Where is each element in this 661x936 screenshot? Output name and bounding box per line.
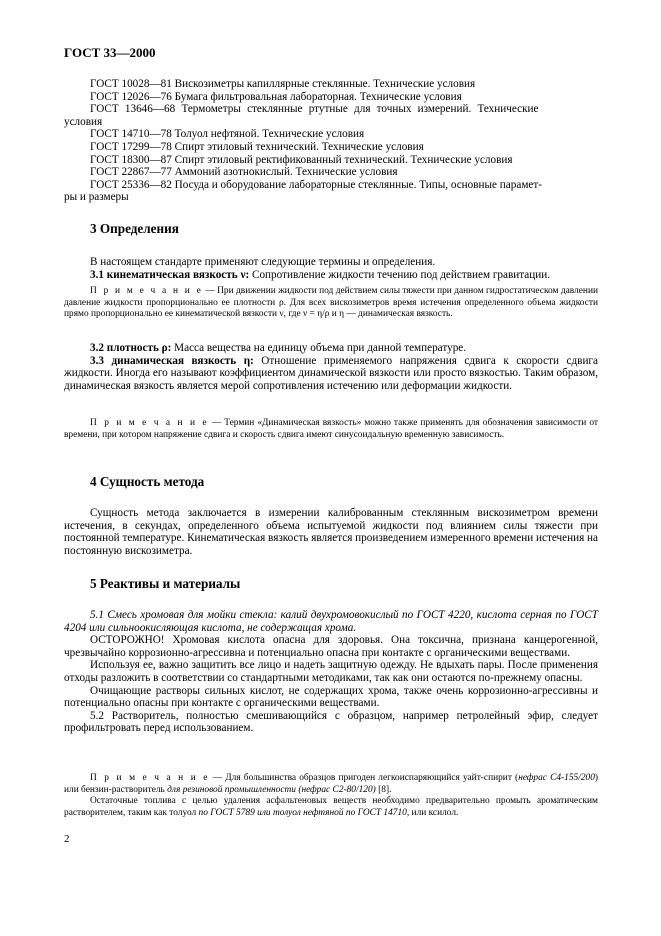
definition-3-2	[64, 342, 598, 355]
reference-item: ГОСТ 12026—76 Бумага фильтровальная лабораторная. Технические условия	[90, 90, 462, 103]
note-text: , или ксилол.	[406, 807, 459, 818]
note-solvents	[64, 773, 598, 796]
reference-item: ГОСТ 25336—82 Посуда и оборудование лабораторные стеклянные. Типы, основные парамет-	[90, 178, 542, 191]
definition-term: динамическая вязкость η:	[111, 354, 254, 367]
normative-references-list	[64, 78, 598, 204]
note-text: ) или бензин-растворитель	[64, 773, 599, 795]
reference-item-continued: условия	[64, 115, 103, 128]
definition-term: кинематическая вязкость ν:	[106, 268, 250, 281]
note-3-3	[64, 418, 598, 441]
note-residual-fuels	[64, 796, 598, 819]
note-text: [8].	[375, 784, 392, 795]
note-text-italic: для резиновой промышленности (нефрас С2-80/120)	[167, 784, 376, 795]
note-5-2	[64, 773, 598, 819]
note-text-italic: нефрас С4-155/200	[518, 773, 595, 783]
definitions-3-2-3-3	[64, 342, 598, 392]
safety-paragraph: Используя ее, важно защитить все лицо и надеть защитную одежду. Не вдыхать пары. После применения отходы разложить в соответствии со стандартными методиками, так как они остаются по-прежнему опасны.	[64, 659, 598, 684]
reference-item: ГОСТ 17299—78 Спирт этиловый технический. Технические условия	[90, 140, 424, 153]
definition-number: 3.1	[90, 268, 104, 281]
reference-item-continued: ры и размеры	[64, 191, 129, 204]
definition-number: 3.3	[90, 354, 104, 367]
section-heading-reagents: 5 Реактивы и материалы	[90, 576, 241, 591]
definition-text: Сопротивление жидкости течению под действием гравитации.	[249, 268, 550, 281]
definition-3-3	[64, 355, 598, 393]
section-heading-method: 4 Сущность метода	[90, 474, 205, 489]
page-header: ГОСТ 33—2000	[64, 45, 156, 60]
note-3-1	[64, 286, 598, 321]
reagent-5-1: 5.1 Смесь хромовая для мойки стекла: калий двухромовокислый по ГОСТ 4220, кислота серная по ГОСТ 4204 или сильноокисляющая кислота, не содержащая хрома.	[64, 609, 598, 634]
definition-text: Масса вещества на единицу объема при данной температуре.	[171, 342, 467, 354]
note-label: П р и м е ч а н и е	[90, 773, 210, 783]
reference-item: ГОСТ 13646—68 Термометры стеклянные ртутные для точных измерений. Технические	[90, 103, 539, 116]
reagent-5-2: 5.2 Растворитель, полностью смешивающийся с образцом, например петролейный эфир, следует профильтровать перед использованием.	[64, 709, 598, 735]
definition-text: Отношение применяемого напряжения сдвига к скорости сдвига жидкости. Иногда его называют коэффициентом динамической вязкости или просто вязкостью. Таким образом, динамическая вязкость является мерой сопротивления истечению или деформации жидкости.	[64, 354, 598, 392]
reference-item: ГОСТ 10028—81 Вискозиметры капиллярные стеклянные. Технические условия	[90, 78, 476, 90]
note-text: — При движении жидкости под действием силы тяжести при данном гидростатическом давлении давление жидкости пропорционально ее плотности ρ. Для всех вискозиметров время истечения определенного объема жидкости прямо пропорционально ее кинематической вязкости ν, где ν = η/ρ и η — динамическая вязкость.	[64, 286, 598, 320]
section-3-body	[64, 256, 598, 281]
reference-item: ГОСТ 14710—78 Толуол нефтяной. Технические условия	[90, 128, 365, 141]
section-5-body	[64, 609, 598, 735]
definition-number: 3.2	[90, 342, 104, 354]
definition-3-1	[64, 269, 598, 282]
note-text: — Термин «Динамическая вязкость» можно также применять для обозначения зависимости от времени, при котором напряжение сдвига и скорость сдвига имеют синусоидальную временную зависимость.	[64, 418, 598, 440]
note-text: — Для большинства образцов пригоден легкоиспаряющийся уайт-спирит (	[209, 773, 519, 783]
note-text: Остаточные топлива с целью удаления асфальтеновых веществ необходимо предварительно промыть ароматическим растворителем, таким как толуол	[64, 796, 598, 818]
note-label: П р и м е ч а н и е	[90, 418, 209, 428]
reference-item: ГОСТ 18300—87 Спирт этиловый ректификованный технический. Технические условия	[90, 153, 513, 166]
page-number: 2	[64, 833, 70, 845]
section-heading-definitions: 3 Определения	[90, 221, 179, 236]
definitions-intro: В настоящем стандарте применяют следующие термины и определения.	[90, 256, 436, 268]
definition-term: плотность ρ:	[106, 342, 172, 354]
cleaning-solutions-paragraph: Очищающие растворы сильных кислот, не содержащих хрома, также очень коррозионно-агрессивны и потенциально опасны при контакте с органическими веществами.	[64, 684, 598, 710]
method-description: Сущность метода заключается в измерении калиброванным стеклянным вискозиметром времени истечения, в секундах, определенного объема испытуемой жидкости под влиянием силы тяжести при постоянной температуре. Кинематическая вязкость является произведением измеренного времени истечения на постоянную вискозиметра.	[64, 507, 599, 557]
chromic-acid-warning: ОСТОРОЖНО! Хромовая кислота опасна для здоровья. Она токсична, признана канцерогенной, чрезвычайно коррозионно-агрессивна и потенциально опасна при контакте с органическими веществами.	[64, 634, 598, 659]
note-label: П р и м е ч а н и е	[90, 286, 203, 296]
reference-item: ГОСТ 22867—77 Аммоний азотнокислый. Технические условия	[90, 166, 398, 179]
note-text-italic: по ГОСТ 5789 или толуол нефтяной по ГОСТ 14710	[198, 807, 407, 818]
